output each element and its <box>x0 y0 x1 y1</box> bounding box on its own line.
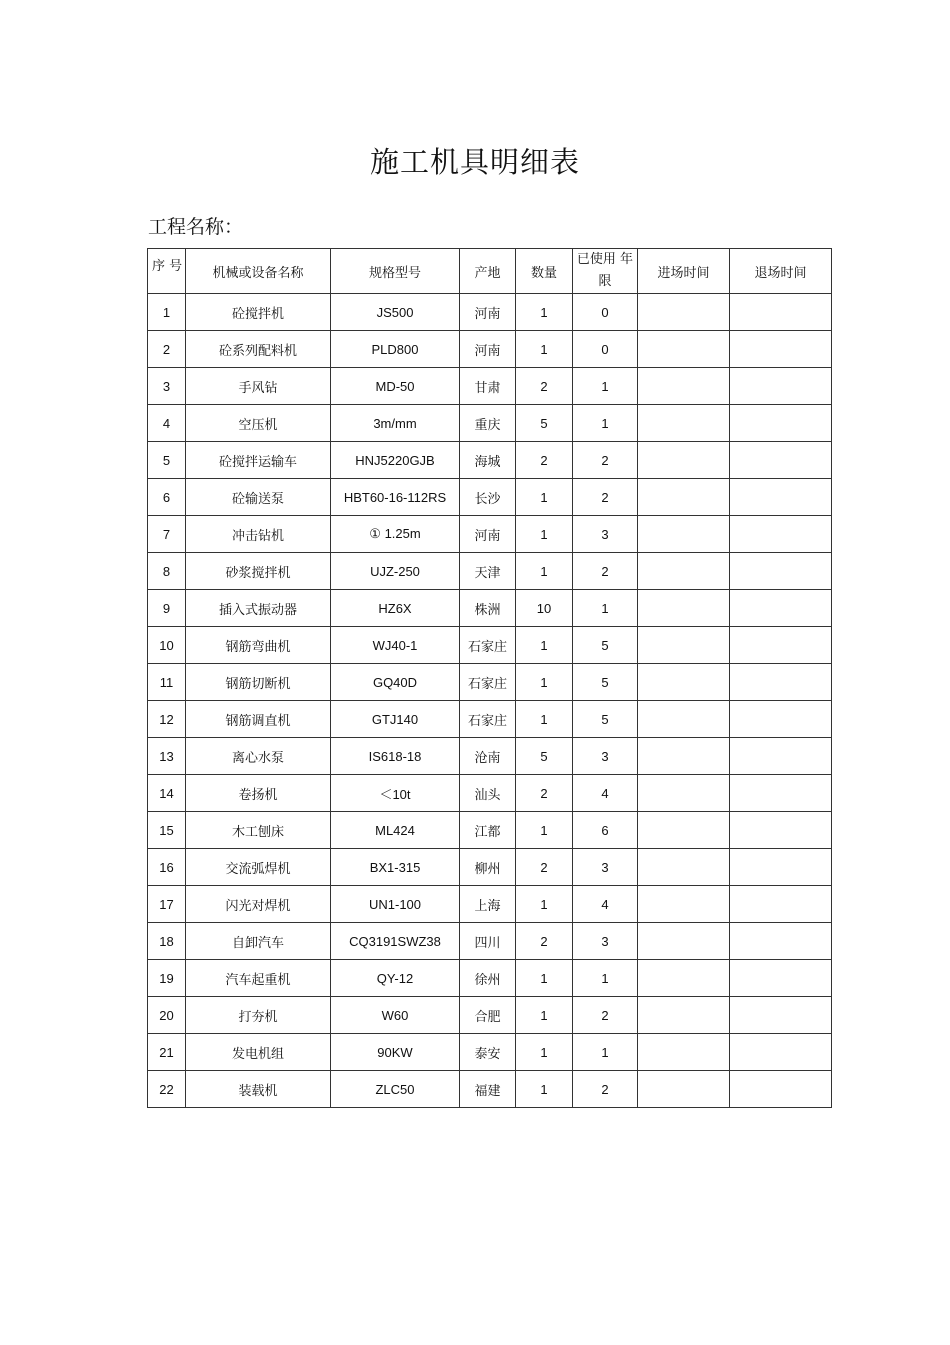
cell-seq: 4 <box>148 405 186 442</box>
cell-seq: 8 <box>148 553 186 590</box>
cell-name: 交流弧焊机 <box>186 849 331 886</box>
cell-name: 离心水泵 <box>186 738 331 775</box>
cell-entry-time <box>638 294 730 331</box>
table-row <box>148 812 832 849</box>
cell-name: 打夯机 <box>186 997 331 1034</box>
header-model: 规格型号 <box>331 249 460 294</box>
cell-qty: 1 <box>516 553 573 590</box>
cell-seq: 15 <box>148 812 186 849</box>
cell-qty: 1 <box>516 1071 573 1108</box>
cell-years: 2 <box>573 479 638 516</box>
header-years-used: 已使用 年限 <box>573 249 638 294</box>
cell-years: 3 <box>573 849 638 886</box>
cell-seq: 1 <box>148 294 186 331</box>
header-exit-time: 退场时间 <box>730 249 832 294</box>
cell-years: 4 <box>573 886 638 923</box>
cell-exit-time <box>730 294 832 331</box>
cell-exit-time <box>730 960 832 997</box>
cell-name: 手风钻 <box>186 368 331 405</box>
cell-qty: 1 <box>516 997 573 1034</box>
cell-origin: 石家庄 <box>460 701 516 738</box>
cell-entry-time <box>638 701 730 738</box>
cell-name: 砼输送泵 <box>186 479 331 516</box>
cell-seq: 2 <box>148 331 186 368</box>
cell-origin: 甘肃 <box>460 368 516 405</box>
cell-seq: 20 <box>148 997 186 1034</box>
cell-seq: 17 <box>148 886 186 923</box>
table-row <box>148 553 832 590</box>
cell-entry-time <box>638 479 730 516</box>
cell-entry-time <box>638 442 730 479</box>
cell-origin: 河南 <box>460 331 516 368</box>
cell-entry-time <box>638 405 730 442</box>
cell-qty: 1 <box>516 294 573 331</box>
cell-exit-time <box>730 405 832 442</box>
cell-model: CQ3191SWZ38 <box>331 923 460 960</box>
cell-seq: 6 <box>148 479 186 516</box>
cell-qty: 1 <box>516 664 573 701</box>
cell-seq: 10 <box>148 627 186 664</box>
cell-qty: 1 <box>516 516 573 553</box>
cell-entry-time <box>638 960 730 997</box>
cell-qty: 10 <box>516 590 573 627</box>
cell-seq: 11 <box>148 664 186 701</box>
cell-years: 5 <box>573 627 638 664</box>
cell-origin: 柳州 <box>460 849 516 886</box>
table-row <box>148 701 832 738</box>
table-row <box>148 923 832 960</box>
cell-model: 90KW <box>331 1034 460 1071</box>
cell-origin: 石家庄 <box>460 627 516 664</box>
cell-seq: 5 <box>148 442 186 479</box>
cell-exit-time <box>730 664 832 701</box>
cell-years: 1 <box>573 1034 638 1071</box>
cell-exit-time <box>730 442 832 479</box>
cell-exit-time <box>730 886 832 923</box>
cell-seq: 18 <box>148 923 186 960</box>
cell-seq: 3 <box>148 368 186 405</box>
cell-name: 插入式振动器 <box>186 590 331 627</box>
cell-years: 3 <box>573 738 638 775</box>
cell-qty: 5 <box>516 738 573 775</box>
cell-seq: 14 <box>148 775 186 812</box>
cell-entry-time <box>638 738 730 775</box>
cell-entry-time <box>638 664 730 701</box>
cell-exit-time <box>730 1034 832 1071</box>
cell-seq: 19 <box>148 960 186 997</box>
cell-model: ZLC50 <box>331 1071 460 1108</box>
equipment-table <box>147 248 832 1108</box>
cell-model: W60 <box>331 997 460 1034</box>
cell-name: 空压机 <box>186 405 331 442</box>
cell-origin: 福建 <box>460 1071 516 1108</box>
table-row <box>148 405 832 442</box>
cell-exit-time <box>730 516 832 553</box>
cell-model: GQ40D <box>331 664 460 701</box>
cell-model: ＜10t <box>331 775 460 812</box>
cell-name: 自卸汽车 <box>186 923 331 960</box>
cell-years: 2 <box>573 1071 638 1108</box>
cell-years: 1 <box>573 960 638 997</box>
cell-exit-time <box>730 849 832 886</box>
cell-exit-time <box>730 997 832 1034</box>
cell-name: 冲击钻机 <box>186 516 331 553</box>
cell-qty: 1 <box>516 886 573 923</box>
table-row <box>148 960 832 997</box>
cell-exit-time <box>730 923 832 960</box>
cell-seq: 16 <box>148 849 186 886</box>
cell-origin: 重庆 <box>460 405 516 442</box>
cell-exit-time <box>730 701 832 738</box>
cell-exit-time <box>730 775 832 812</box>
cell-model: HBT60-16-112RS <box>331 479 460 516</box>
cell-years: 5 <box>573 664 638 701</box>
table-row <box>148 775 832 812</box>
cell-exit-time <box>730 627 832 664</box>
cell-name: 装载机 <box>186 1071 331 1108</box>
cell-years: 0 <box>573 331 638 368</box>
cell-model: UJZ-250 <box>331 553 460 590</box>
cell-seq: 22 <box>148 1071 186 1108</box>
cell-exit-time <box>730 738 832 775</box>
cell-name: 钢筋切断机 <box>186 664 331 701</box>
cell-model: ML424 <box>331 812 460 849</box>
cell-exit-time <box>730 331 832 368</box>
header-origin: 产地 <box>460 249 516 294</box>
cell-qty: 1 <box>516 701 573 738</box>
cell-seq: 13 <box>148 738 186 775</box>
cell-model: UN1-100 <box>331 886 460 923</box>
table-row <box>148 738 832 775</box>
cell-name: 砼搅拌机 <box>186 294 331 331</box>
cell-years: 6 <box>573 812 638 849</box>
header-qty: 数量 <box>516 249 573 294</box>
table-row <box>148 294 832 331</box>
cell-qty: 1 <box>516 627 573 664</box>
cell-entry-time <box>638 627 730 664</box>
cell-model: JS500 <box>331 294 460 331</box>
cell-name: 钢筋弯曲机 <box>186 627 331 664</box>
cell-origin: 河南 <box>460 294 516 331</box>
cell-years: 4 <box>573 775 638 812</box>
cell-qty: 1 <box>516 479 573 516</box>
cell-name: 汽车起重机 <box>186 960 331 997</box>
cell-origin: 沧南 <box>460 738 516 775</box>
cell-entry-time <box>638 553 730 590</box>
header-name: 机械或设备名称 <box>186 249 331 294</box>
table-row <box>148 1071 832 1108</box>
cell-years: 1 <box>573 405 638 442</box>
cell-origin: 石家庄 <box>460 664 516 701</box>
cell-name: 砂浆搅拌机 <box>186 553 331 590</box>
cell-entry-time <box>638 923 730 960</box>
table-row <box>148 590 832 627</box>
cell-qty: 1 <box>516 960 573 997</box>
cell-model: PLD800 <box>331 331 460 368</box>
cell-entry-time <box>638 590 730 627</box>
cell-origin: 汕头 <box>460 775 516 812</box>
cell-origin: 四川 <box>460 923 516 960</box>
cell-name: 砼系列配料机 <box>186 331 331 368</box>
cell-origin: 河南 <box>460 516 516 553</box>
cell-origin: 徐州 <box>460 960 516 997</box>
header-entry-time: 进场时间 <box>638 249 730 294</box>
cell-name: 砼搅拌运输车 <box>186 442 331 479</box>
cell-years: 1 <box>573 590 638 627</box>
cell-entry-time <box>638 997 730 1034</box>
cell-qty: 2 <box>516 849 573 886</box>
table-row <box>148 1034 832 1071</box>
cell-qty: 1 <box>516 812 573 849</box>
page-title: 施工机具明细表 <box>369 145 580 179</box>
cell-years: 0 <box>573 294 638 331</box>
cell-years: 3 <box>573 516 638 553</box>
cell-model: MD-50 <box>331 368 460 405</box>
table-row <box>148 849 832 886</box>
cell-seq: 12 <box>148 701 186 738</box>
project-name-label: 工程名称： <box>148 216 244 238</box>
cell-entry-time <box>638 1071 730 1108</box>
cell-model: WJ40-1 <box>331 627 460 664</box>
cell-name: 卷扬机 <box>186 775 331 812</box>
table-row <box>148 516 832 553</box>
cell-exit-time <box>730 368 832 405</box>
cell-seq: 9 <box>148 590 186 627</box>
cell-model: HZ6X <box>331 590 460 627</box>
cell-name: 发电机组 <box>186 1034 331 1071</box>
cell-origin: 海城 <box>460 442 516 479</box>
cell-name: 闪光对焊机 <box>186 886 331 923</box>
cell-qty: 2 <box>516 923 573 960</box>
cell-entry-time <box>638 368 730 405</box>
cell-name: 木工刨床 <box>186 812 331 849</box>
cell-qty: 1 <box>516 1034 573 1071</box>
header-seq: 序 号 <box>148 249 186 294</box>
cell-years: 3 <box>573 923 638 960</box>
cell-exit-time <box>730 812 832 849</box>
cell-years: 1 <box>573 368 638 405</box>
cell-qty: 1 <box>516 331 573 368</box>
cell-seq: 7 <box>148 516 186 553</box>
cell-origin: 合肥 <box>460 997 516 1034</box>
table-row <box>148 442 832 479</box>
table-row <box>148 664 832 701</box>
cell-origin: 江都 <box>460 812 516 849</box>
cell-years: 5 <box>573 701 638 738</box>
cell-entry-time <box>638 849 730 886</box>
cell-model: QY-12 <box>331 960 460 997</box>
cell-qty: 2 <box>516 368 573 405</box>
cell-origin: 长沙 <box>460 479 516 516</box>
cell-model: HNJ5220GJB <box>331 442 460 479</box>
cell-model: ① 1.25m <box>331 516 460 553</box>
cell-entry-time <box>638 331 730 368</box>
table-row <box>148 479 832 516</box>
cell-qty: 2 <box>516 775 573 812</box>
cell-model: 3m/mm <box>331 405 460 442</box>
cell-entry-time <box>638 775 730 812</box>
table-row <box>148 331 832 368</box>
table-row <box>148 627 832 664</box>
cell-model: BX1-315 <box>331 849 460 886</box>
cell-origin: 上海 <box>460 886 516 923</box>
table-row <box>148 368 832 405</box>
cell-entry-time <box>638 812 730 849</box>
cell-entry-time <box>638 1034 730 1071</box>
cell-qty: 2 <box>516 442 573 479</box>
cell-name: 钢筋调直机 <box>186 701 331 738</box>
cell-exit-time <box>730 553 832 590</box>
cell-entry-time <box>638 516 730 553</box>
cell-entry-time <box>638 886 730 923</box>
cell-exit-time <box>730 1071 832 1108</box>
cell-qty: 5 <box>516 405 573 442</box>
cell-origin: 泰安 <box>460 1034 516 1071</box>
cell-origin: 天津 <box>460 553 516 590</box>
cell-origin: 株洲 <box>460 590 516 627</box>
cell-seq: 21 <box>148 1034 186 1071</box>
table-row <box>148 997 832 1034</box>
cell-years: 2 <box>573 997 638 1034</box>
cell-exit-time <box>730 590 832 627</box>
cell-years: 2 <box>573 553 638 590</box>
table-header-row <box>148 249 832 294</box>
cell-years: 2 <box>573 442 638 479</box>
cell-model: IS618-18 <box>331 738 460 775</box>
cell-model: GTJ140 <box>331 701 460 738</box>
cell-exit-time <box>730 479 832 516</box>
table-row <box>148 886 832 923</box>
